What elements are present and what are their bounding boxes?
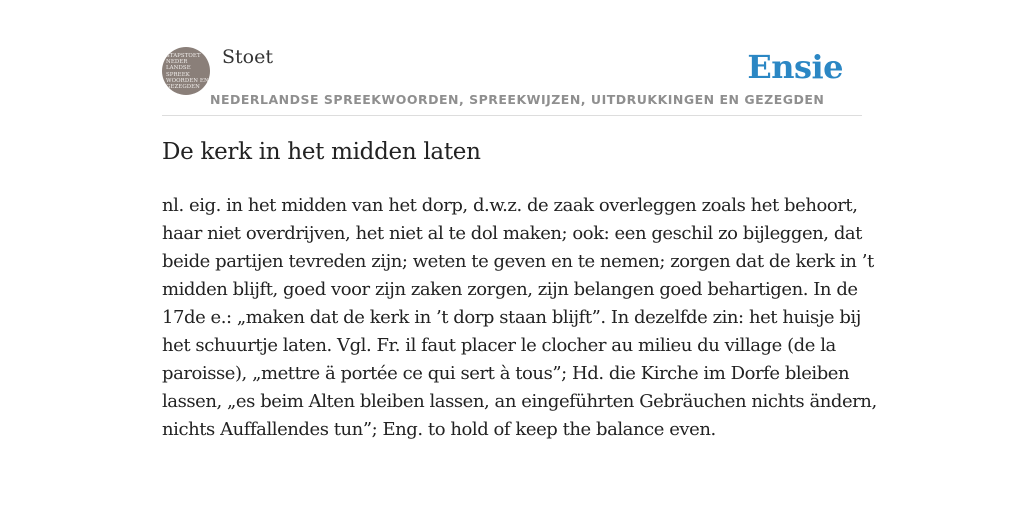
entry-body-line: 17de e.: „maken dat de kerk in ’t dorp staan blijft”. In dezelfde zin: het huisje bij <box>162 307 861 328</box>
author-avatar[interactable] <box>162 47 210 95</box>
author-name[interactable]: Stoet <box>222 46 273 68</box>
entry-body-line: paroisse), „mettre ä portée ce qui sert à tous”; Hd. die Kirche im Dorfe bleiben <box>162 363 850 384</box>
entry-body <box>162 192 877 444</box>
avatar-logo-text: STAPSTOET NEDER LANDSE SPREEK WOORDEN EN GEZEGDEN <box>166 53 209 91</box>
entry-body-line: lassen, „es beim Alten bleiben lassen, an eingeführten Gebräuchen nichts ändern, <box>162 391 877 412</box>
source-subtitle[interactable]: NEDERLANDSE SPREEKWOORDEN, SPREEKWIJZEN, UITDRUKKINGEN EN GEZEGDEN <box>210 92 825 107</box>
entry-body-line: het schuurtje laten. Vgl. Fr. il faut placer le clocher au milieu du village (de la <box>162 335 836 356</box>
header-divider <box>162 115 862 116</box>
entry-body-line: haar niet overdrijven, het niet al te dol maken; ook: een geschil zo bijleggen, dat <box>162 223 862 244</box>
ensie-logo[interactable]: Ensie <box>747 48 843 86</box>
entry-body-line: nl. eig. in het midden van het dorp, d.w.z. de zaak overleggen zoals het behoort, <box>162 195 858 216</box>
entry-body-line: midden blijft, goed voor zijn zaken zorgen, zijn belangen goed behartigen. In de <box>162 279 858 300</box>
entry-body-line: nichts Auffallendes tun”; Eng. to hold of keep the balance even. <box>162 419 716 440</box>
entry-body-line: beide partijen tevreden zijn; weten te geven en te nemen; zorgen dat de kerk in ’t <box>162 251 874 272</box>
entry-title: De kerk in het midden laten <box>162 139 481 165</box>
